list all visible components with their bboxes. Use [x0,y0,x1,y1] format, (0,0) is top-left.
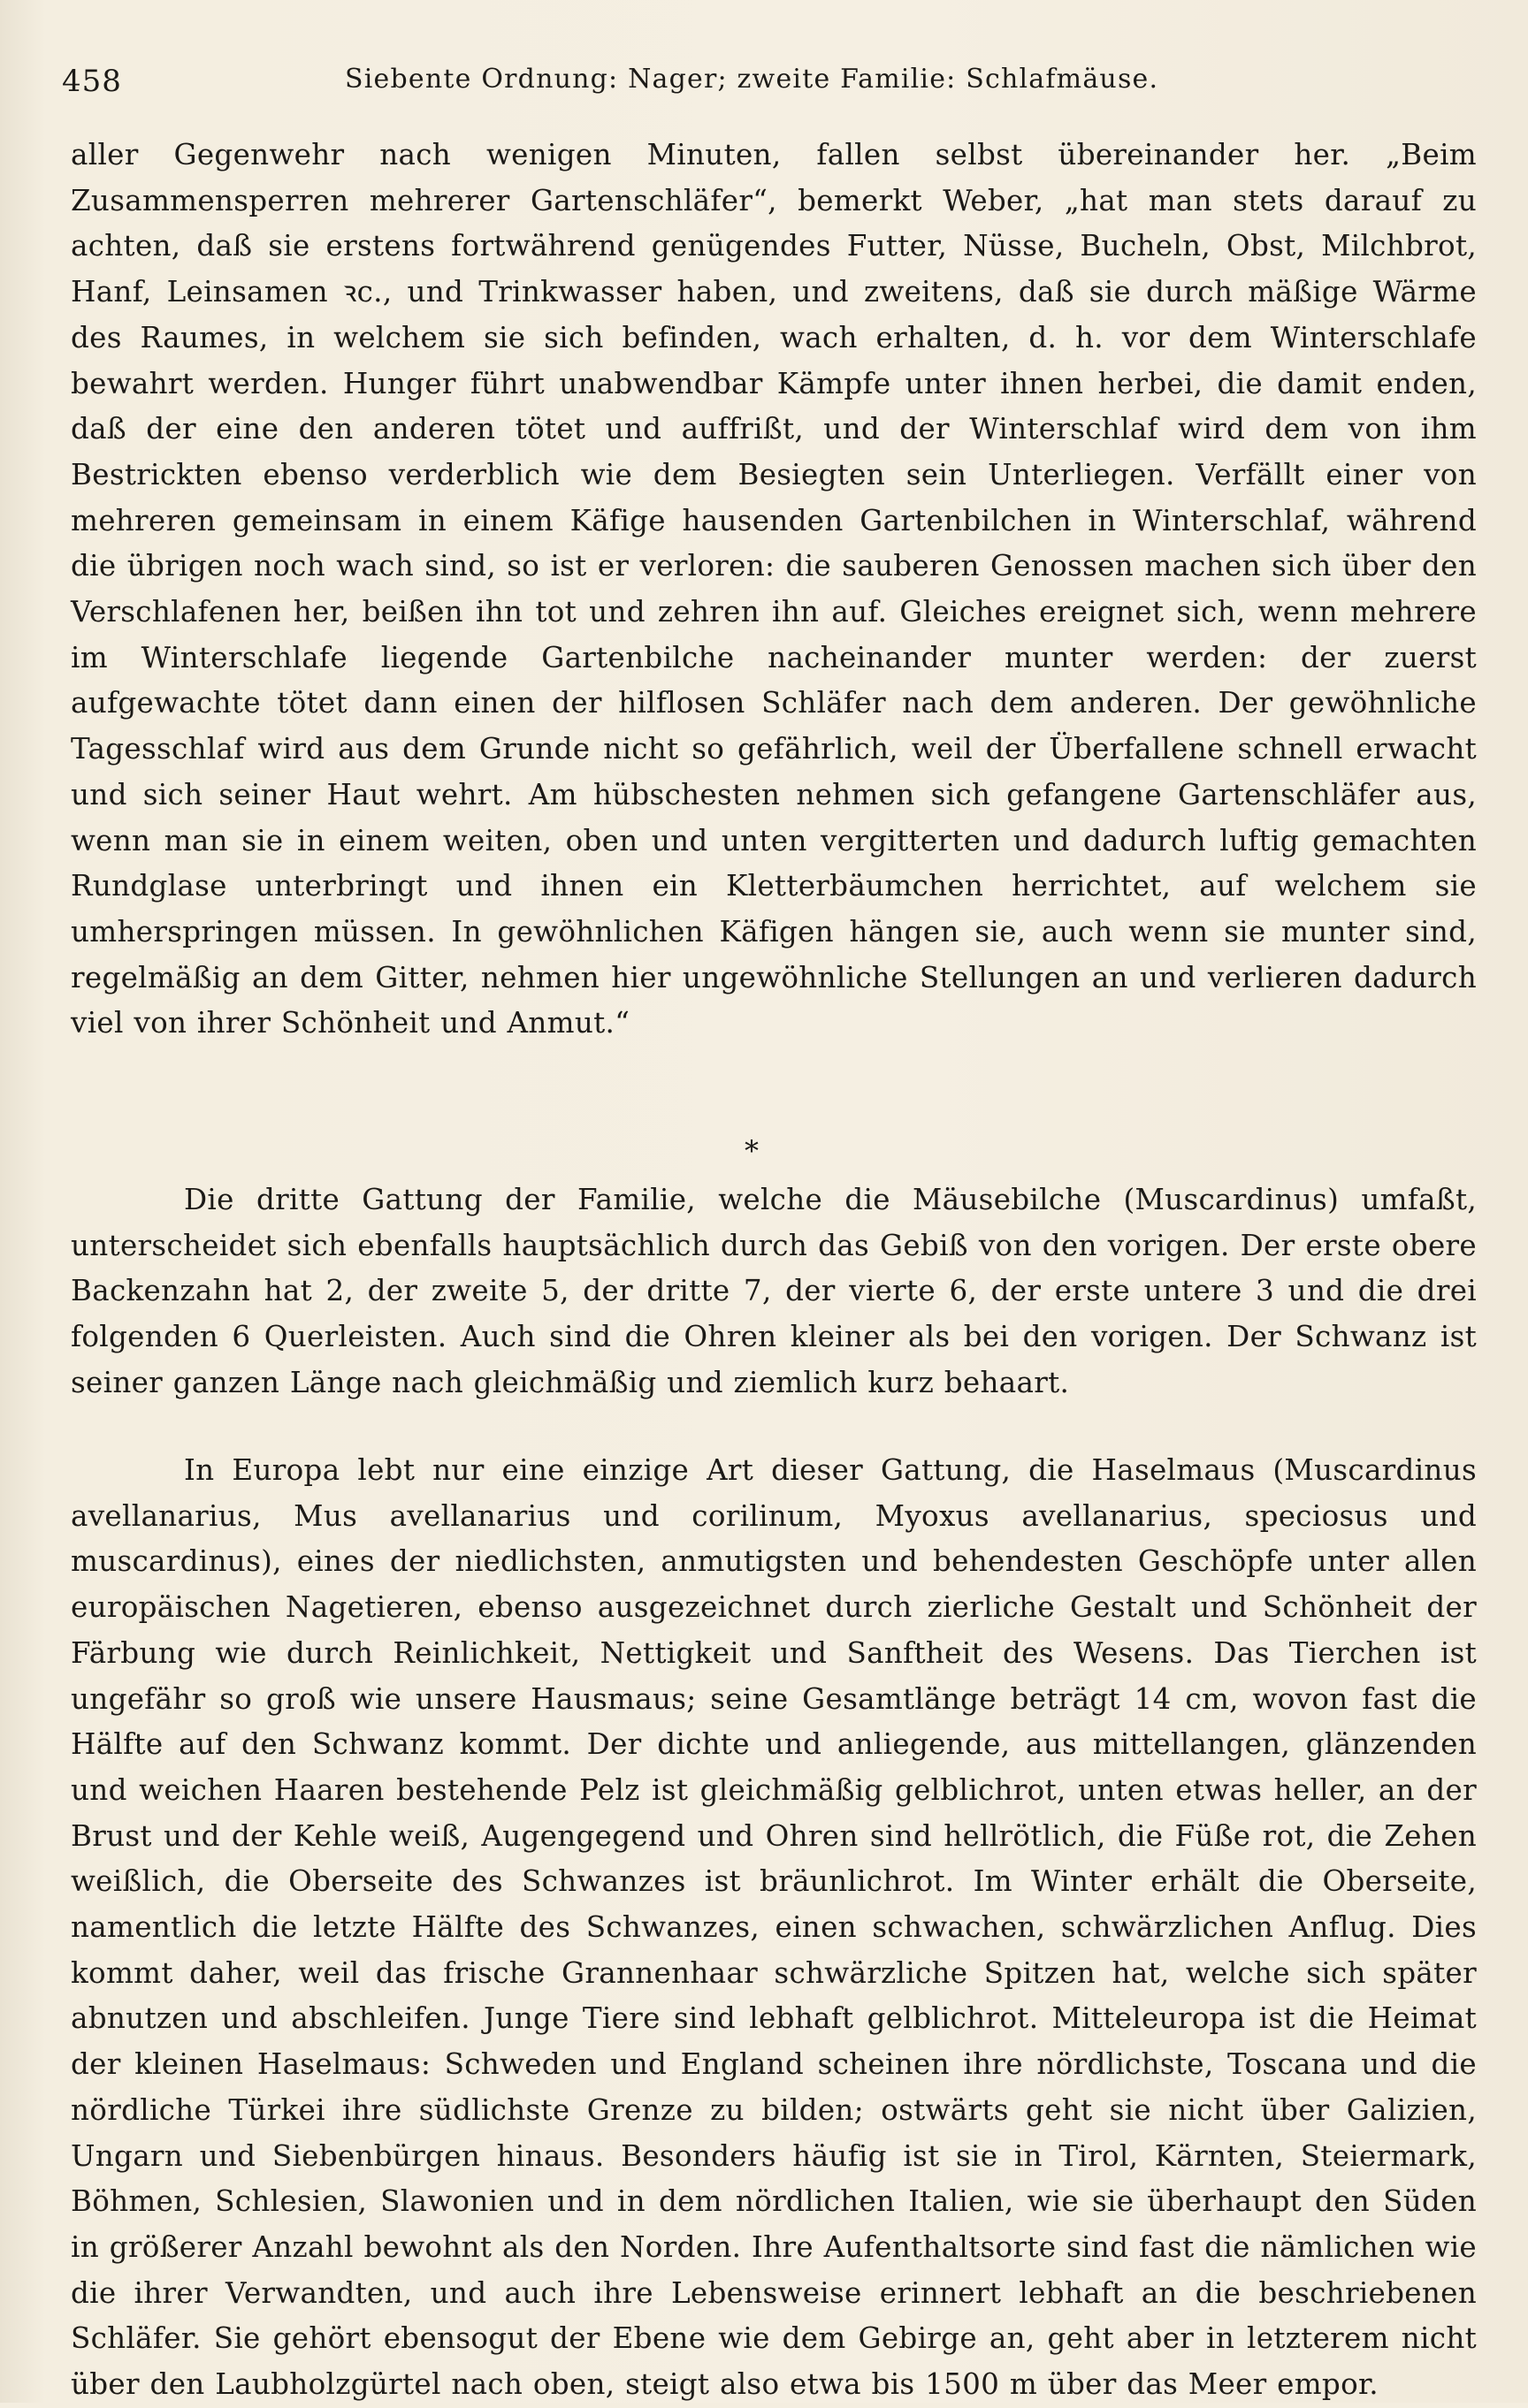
paragraph-2: Die dritte Gattung der Familie, welche die Mäusebilche (Muscardinus) umfaßt, unterscheidet sich ebenfalls hauptsächlich durch das Gebiß von den vorigen. Der erste obere Backenzahn hat 2, der zweite 5, der dritte 7, der vierte 6, der erste untere 3 und die drei folgenden 6 Querleisten. Auch sind die Ohren kleiner als bei den vorigen. Der Schwanz ist seiner ganzen Länge nach gleichmäßig und ziemlich kurz behaart. [71,1183,1477,1399]
body-text [71,133,1477,2408]
paragraph-1: aller Gegenwehr nach wenigen Minuten, fallen selbst übereinander her. „Beim Zusammensperren mehrerer Gartenschläfer“, bemerkt Weber, „hat man stets darauf zu achten, daß sie erstens fortwährend genügendes Futter, Nüsse, Bucheln, Obst, Milchbrot, Hanf, Leinsamen ꝛc., und Trinkwasser haben, und zweitens, daß sie durch mäßige Wärme des Raumes, in welchem sie sich befinden, wach erhalten, d. h. vor dem Winterschlafe bewahrt werden. Hunger führt unabwendbar Kämpfe unter ihnen herbei, die damit enden, daß der eine den anderen tötet und auffrißt, und der Winterschlaf wird dem von ihm Bestrickten ebenso verderblich wie dem Besiegten sein Unterliegen. Verfällt einer von mehreren gemeinsam in einem Käfige hausenden Gartenbilchen in Winterschlaf, während die übrigen noch wach sind, so ist er verloren: die sauberen Genossen machen sich über den Verschlafenen her, beißen ihn tot und zehren ihn auf. Gleiches ereignet sich, wenn mehrere im Winterschlafe liegende Gartenbilche nacheinander munter werden: der zuerst aufgewachte tötet dann einen der hilflosen Schläfer nach dem anderen. Der gewöhnliche Tagesschlaf wird aus dem Grunde nicht so gefährlich, weil der Überfallene schnell erwacht und sich seiner Haut wehrt. Am hübschesten nehmen sich gefangene Gartenschläfer aus, wenn man sie in einem weiten, oben und unten vergitterten und dadurch luftig gemachten Rundglase unterbringt und ihnen ein Kletterbäumchen herrichtet, auf welchem sie umherspringen müssen. In gewöhnlichen Käfigen hängen sie, auch wenn sie munter sind, regelmäßig an dem Gitter, nehmen hier ungewöhnliche Stellungen an und verlieren dadurch viel von ihrer Schönheit und Anmut.“ [71,138,1477,1040]
running-head: Siebente Ordnung: Nager; zweite Familie: Schlafmäuse. [345,64,1159,95]
paragraph-3: In Europa lebt nur eine einzige Art dieser Gattung, die Haselmaus (Muscardinus avellanarius, Mus avellanarius und corilinum, Myoxus avellanarius, speciosus und muscardinus), eines der niedlichsten, anmutigsten und behendesten Geschöpfe unter allen europäischen Nagetieren, ebenso ausgezeichnet durch zierliche Gestalt und Schönheit der Färbung wie durch Reinlichkeit, Nettigkeit und Sanftheit des Wesens. Das Tierchen ist ungefähr so groß wie unsere Hausmaus; seine Gesamtlänge beträgt 14 cm, wovon fast die Hälfte auf den Schwanz kommt. Der dichte und anliegende, aus mittellangen, glänzenden und weichen Haaren bestehende Pelz ist gleichmäßig gelblichrot, unten etwas heller, an der Brust und der Kehle weiß, Augengegend und Ohren sind hellrötlich, die Füße rot, die Zehen weißlich, die Oberseite des Schwanzes ist bräunlichrot. Im Winter erhält die Oberseite, namentlich die letzte Hälfte des Schwanzes, einen schwachen, schwärzlichen Anflug. Dies kommt daher, weil das frische Grannenhaar schwärzliche Spitzen hat, welche sich später abnutzen und abschleifen. Junge Tiere sind lebhaft gelblichrot. Mitteleuropa ist die Heimat der kleinen Haselmaus: Schweden und England scheinen ihre nördlichste, Toscana und die nördliche Türkei ihre südlichste Grenze zu bilden; ostwärts geht sie nicht über Galizien, Ungarn und Siebenbürgen hinaus. Besonders häufig ist sie in Tirol, Kärnten, Steiermark, Böhmen, Schlesien, Slawonien und in dem nördlichen Italien, wie sie überhaupt den Süden in größerer Anzahl bewohnt als den Norden. Ihre Aufenthaltsorte sind fast die nämlichen wie die ihrer Verwandten, und auch ihre Lebensweise erinnert lebhaft an die beschriebenen Schläfer. Sie gehört ebensogut der Ebene wie dem Gebirge an, geht aber in letzterem nicht über den Laubholzgürtel nach oben, steigt also etwa bis 1500 m über das Meer empor. [71,1453,1477,2402]
section-divider: * [745,1134,759,1168]
page-number: 458 [62,64,122,99]
page-header [62,57,1475,110]
